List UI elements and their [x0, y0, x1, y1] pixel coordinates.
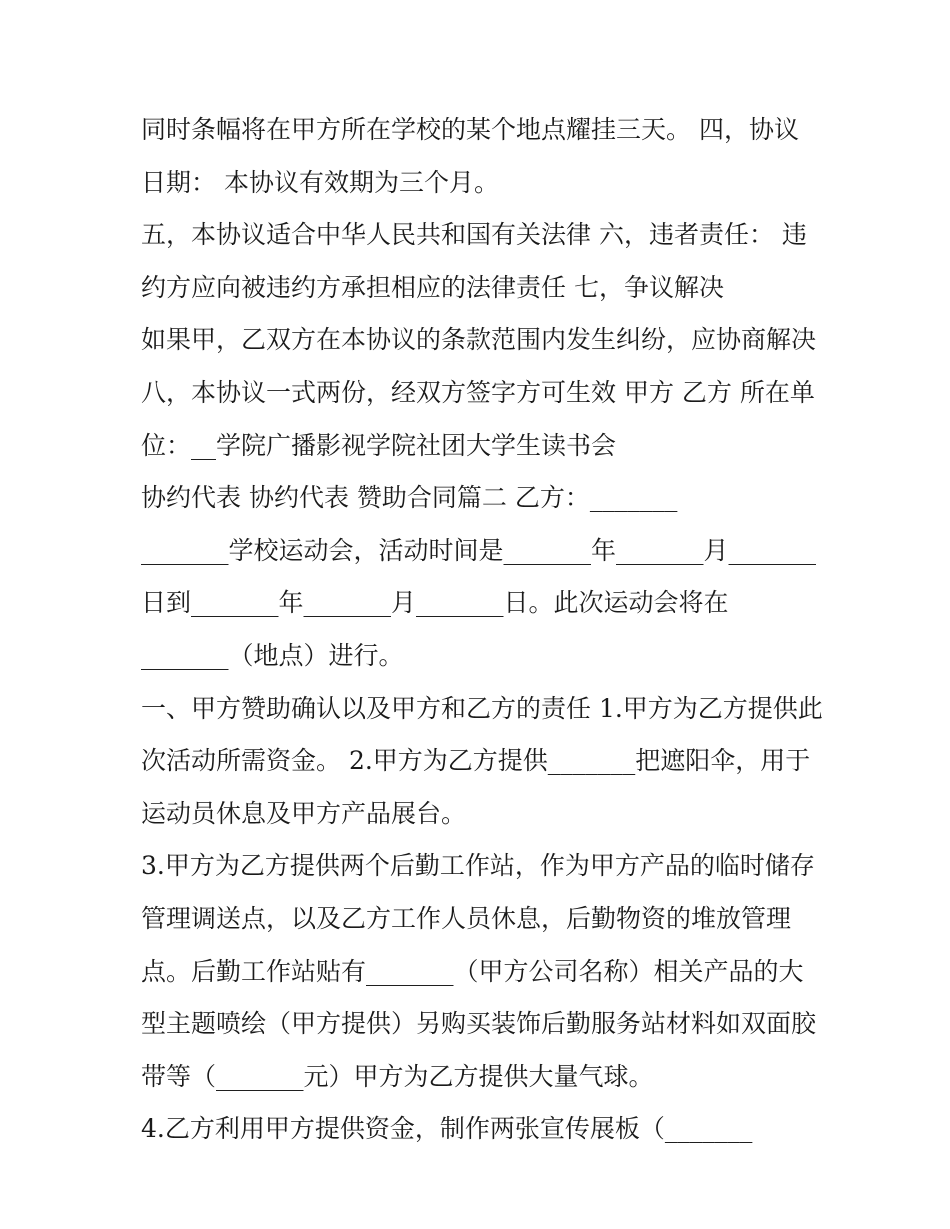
text-line: 协约代表 协约代表 赞助合同篇二 乙方：_______ [141, 483, 678, 513]
text-line: 运动员休息及甲方产品展台。 [141, 798, 467, 828]
text-line: 五，本协议适合中华人民共和国有关法律 六，违者责任： 违 [141, 220, 807, 250]
text-line: _______学校运动会，活动时间是_______年_______月_______ [141, 535, 817, 565]
text-line: 日到_______年_______月_______日。此次运动会将在 [141, 588, 729, 618]
contract-body-text [141, 104, 821, 1156]
text-line: 同时条幅将在甲方所在学校的某个地点耀挂三天。 四，协议 [141, 115, 799, 144]
text-line: 型主题喷绘（甲方提供）另购买装饰后勤服务站材料如双面胶 [141, 1009, 817, 1039]
text-line: 3.甲方为乙方提供两个后勤工作站，作为甲方产品的临时储存 [141, 851, 815, 881]
text-line: 点。后勤工作站贴有_______（甲方公司名称）相关产品的大 [141, 956, 804, 986]
text-line: 约方应向被违约方承担相应的法律责任 七，争议解决 [141, 272, 724, 302]
text-line: 八，本协议一式两份，经双方签字方可生效 甲方 乙方 所在单 [141, 377, 815, 407]
text-line: 4.乙方利用甲方提供资金，制作两张宣传展板（_______ [141, 1114, 753, 1144]
text-line: 管理调送点，以及乙方工作人员休息，后勤物资的堆放管理 [141, 903, 792, 933]
text-line: _______（地点）进行。 [141, 640, 404, 670]
text-line: 日期： 本协议有效期为三个月。 [141, 167, 499, 197]
text-line: 带等（_______元）甲方为乙方提供大量气球。 [141, 1061, 654, 1091]
text-line: 位：__学院广播影视学院社团大学生读书会 [141, 430, 617, 460]
text-line: 次活动所需资金。 2.甲方为乙方提供_______把遮阳伞，用于 [141, 746, 811, 776]
text-line: 一、甲方赞助确认以及甲方和乙方的责任 1.甲方为乙方提供此 [141, 693, 823, 723]
text-line: 如果甲，乙双方在本协议的条款范围内发生纠纷，应协商解决 [141, 325, 817, 355]
